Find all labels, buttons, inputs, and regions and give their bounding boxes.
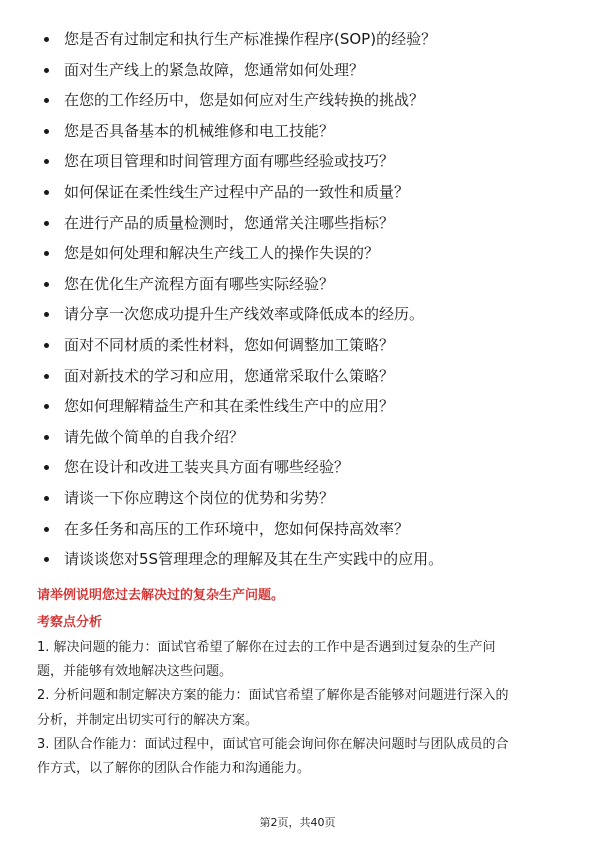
bullet-icon [44,68,49,73]
bullet-icon [44,129,49,134]
highlight-question: 请举例说明您过去解决过的复杂生产问题。 [37,588,285,603]
page-number: 第2页，共40页 [259,816,336,829]
bullet-icon [44,37,49,42]
question-text: 您是否有过制定和执行生产标准操作程序(SOP)的经验？ [64,30,437,48]
question-text: 请分享一次您成功提升生产线效率或降低成本的经历。 [64,305,425,324]
analysis-line: 2. 分析问题和制定解决方案的能力：面试官希望了解你是否能够对问题进行深入的 [37,688,509,704]
bullet-icon [44,374,49,379]
list-item [44,330,564,361]
list-item [44,85,564,116]
analysis-line: 3. 团队合作能力：面试过程中，面试官可能会询问你在解决问题时与团队成员的合 [37,736,509,752]
question-text: 在您的工作经历中，您是如何应对生产线转换的挑战？ [64,91,425,110]
analysis-line: 题，并能够有效地解决这些问题。 [37,664,233,680]
list-item [44,452,564,483]
list-item [44,269,564,300]
bullet-icon [44,159,49,164]
analysis-heading: 考察点分析 [37,615,103,630]
analysis-body [37,636,559,781]
question-text: 您如何理解精益生产和其在柔性线生产中的应用？ [64,397,395,416]
list-item [44,177,564,208]
bullet-icon [44,282,49,287]
question-text: 您在项目管理和时间管理方面有哪些经验或技巧？ [64,152,395,171]
question-text: 您在优化生产流程方面有哪些实际经验？ [64,274,335,293]
list-item [44,55,564,86]
bullet-icon [44,435,49,440]
list-item [44,361,564,392]
question-text: 面对生产线上的紧急故障，您通常如何处理？ [64,60,365,79]
analysis-line: 分析，并制定出切实可行的解决方案。 [37,712,259,728]
question-text: 面对不同材质的柔性材料，您如何调整加工策略？ [64,335,395,354]
list-item [44,24,564,55]
bullet-icon [44,527,49,532]
question-text: 如何保证在柔性线生产过程中产品的一致性和质量？ [64,182,410,201]
question-text: 您是否具备基本的机械维修和电工技能？ [64,121,335,140]
list-item [44,422,564,453]
bullet-icon [44,312,49,317]
question-text: 面对新技术的学习和应用，您通常采取什么策略？ [64,366,395,385]
analysis-line: 作方式，以了解你的团队合作能力和沟通能力。 [37,760,311,776]
question-text: 在进行产品的质量检测时，您通常关注哪些指标？ [64,213,395,232]
bullet-icon [44,496,49,501]
question-list [44,24,564,575]
list-item [44,238,564,269]
list-item [44,146,564,177]
list-item [44,514,564,545]
bullet-icon [44,190,49,195]
bullet-icon [44,343,49,348]
bullet-icon [44,404,49,409]
bullet-icon [44,98,49,103]
bullet-icon [44,221,49,226]
list-item [44,299,564,330]
bullet-icon [44,465,49,470]
question-text: 请谈谈您对5S管理理念的理解及其在生产实践中的应用。 [64,550,444,569]
list-item [44,116,564,147]
question-text: 请谈一下你应聘这个岗位的优势和劣势？ [64,488,335,507]
list-item [44,483,564,514]
question-text: 请先做个简单的自我介绍？ [64,427,245,446]
list-item [44,208,564,239]
list-item [44,391,564,422]
bullet-icon [44,557,49,562]
question-text: 您在设计和改进工装夹具方面有哪些经验？ [64,458,350,477]
question-text: 您是如何处理和解决生产线工人的操作失误的？ [64,244,380,263]
question-text: 在多任务和高压的工作环境中，您如何保持高效率？ [64,519,410,538]
analysis-line: 1. 解决问题的能力：面试官希望了解你在过去的工作中是否遇到过复杂的生产问 [37,640,496,655]
bullet-icon [44,251,49,256]
list-item [44,544,564,575]
